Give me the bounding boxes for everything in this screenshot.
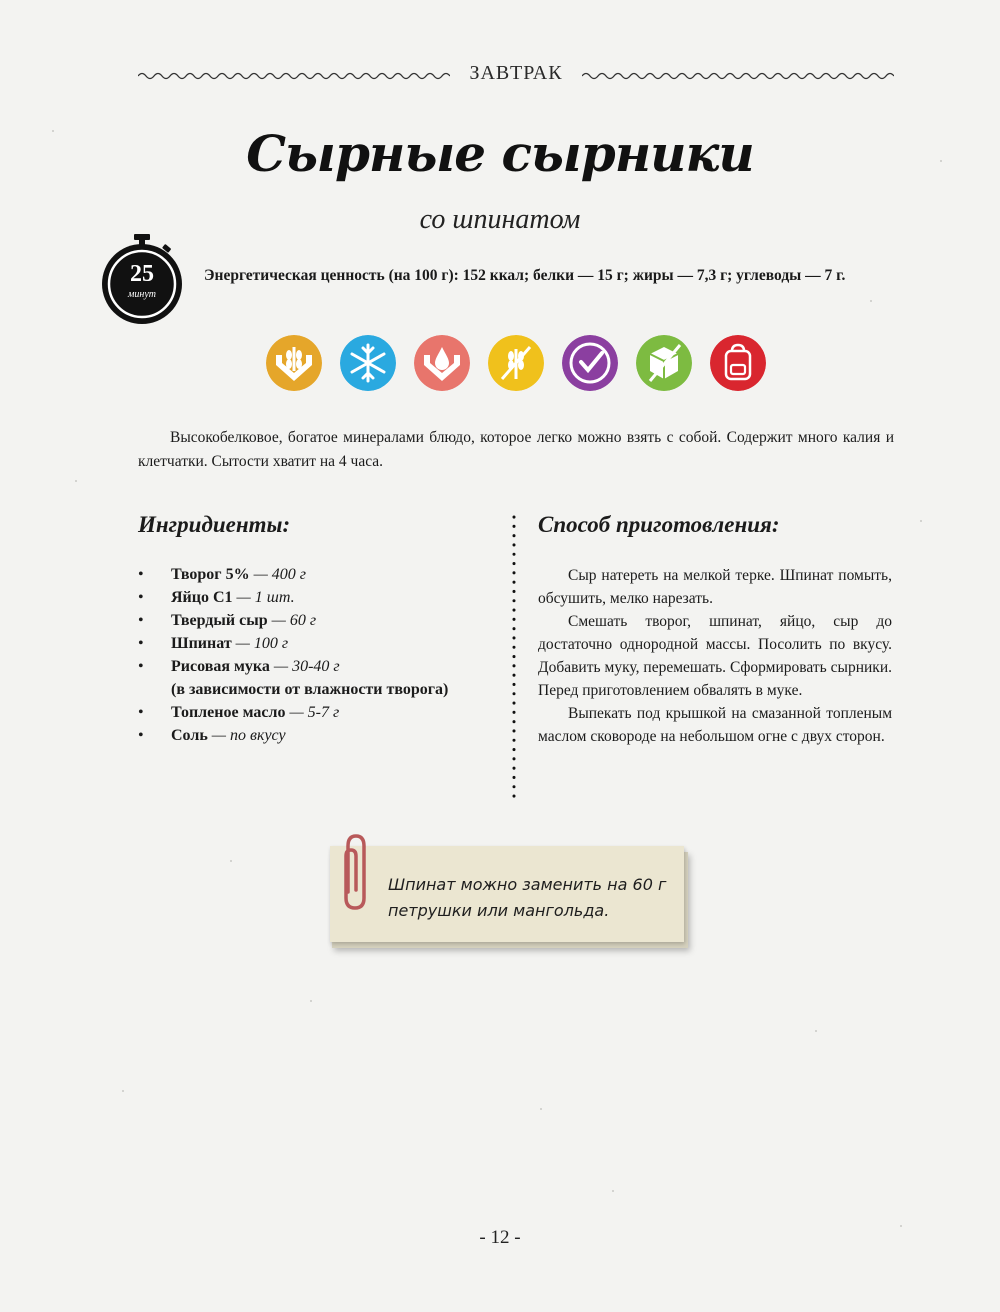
paper-speck — [310, 1000, 312, 1002]
paper-speck — [815, 1030, 817, 1032]
ingredient-item: • Соль — по вкусу — [138, 727, 286, 744]
recipe-title: Сырные сырники — [246, 124, 754, 183]
ingredient-note: (в зависимости от влажности творога) — [171, 681, 449, 698]
ingredient-item: • Творог 5% — 400 г — [138, 566, 307, 583]
recipe-subtitle: со шпинатом — [419, 204, 581, 235]
ingredient-item: • Топленое масло — 5-7 г — [138, 704, 340, 721]
tip-text: Шпинат можно заменить на 60 г петрушки или мангольда. — [388, 875, 667, 920]
ingredient-item: • Шпинат — 100 г — [138, 635, 289, 652]
backpack-icon — [710, 335, 766, 391]
paper-speck — [870, 300, 872, 302]
wheat-arrow-down-icon — [266, 335, 322, 391]
nutrition-info: Энергетическая ценность (на 100 г): 152 ккал; белки — 15 г; жиры — 7,3 г; углеводы — 7 г. — [204, 267, 846, 284]
box-icon — [636, 335, 692, 391]
recipe-intro: Высокобелковое, богатое минералами блюдо, которое легко можно взять с собой. Содержит много калия и клетчатки. Сытости хватит на 4 часа. — [138, 429, 894, 470]
tip-note — [326, 846, 696, 956]
ingredient-item: • Рисовая мука — 30-40 г (в зависимости от влажности творога) — [138, 658, 449, 698]
section-header — [138, 60, 894, 92]
gluten-free-icon — [488, 335, 544, 391]
snowflake-icon — [340, 335, 396, 391]
stopwatch-badge — [100, 232, 184, 326]
method-heading: Способ приготовления: — [538, 512, 780, 537]
paper-speck — [230, 860, 232, 862]
paper-speck — [920, 520, 922, 522]
section-title: ЗАВТРАК — [469, 62, 563, 84]
ingredient-item: • Твердый сыр — 60 г — [138, 612, 317, 629]
wavy-rule-left — [138, 68, 450, 84]
method-step: Выпекать под крышкой на смазанной топленым маслом сковороде на небольшом огне с двух сторон. — [538, 705, 892, 745]
drop-arrow-down-icon — [414, 335, 470, 391]
timer-minutes: 25 — [130, 261, 154, 287]
timer-unit: минут — [127, 289, 156, 300]
method-step: Смешать творог, шпинат, яйцо, сыр до достаточно однородной массы. Посолить по вкусу. Добавить муку, перемешать. Сформировать сырники. Перед приготовлением обвалять в муке. — [538, 613, 892, 699]
paper-speck — [612, 1190, 614, 1192]
paper-speck — [122, 1090, 124, 1092]
page-number: - 12 - — [479, 1227, 521, 1248]
paper-speck — [540, 1108, 542, 1110]
dotted-divider — [511, 515, 517, 801]
ingredients-heading: Ингридиенты: — [138, 512, 291, 537]
wavy-rule-right — [582, 68, 894, 84]
method-step: Сыр натереть на мелкой терке. Шпинат помыть, обсушить, мелко нарезать. — [538, 567, 892, 607]
paperclip-icon — [338, 832, 372, 912]
method-text — [538, 564, 892, 748]
feature-icons — [266, 335, 766, 391]
ingredients-list — [138, 563, 498, 747]
ingredient-item: • Яйцо С1 — 1 шт. — [138, 589, 295, 606]
paper-speck — [75, 480, 77, 482]
checkmark-icon — [562, 335, 618, 391]
